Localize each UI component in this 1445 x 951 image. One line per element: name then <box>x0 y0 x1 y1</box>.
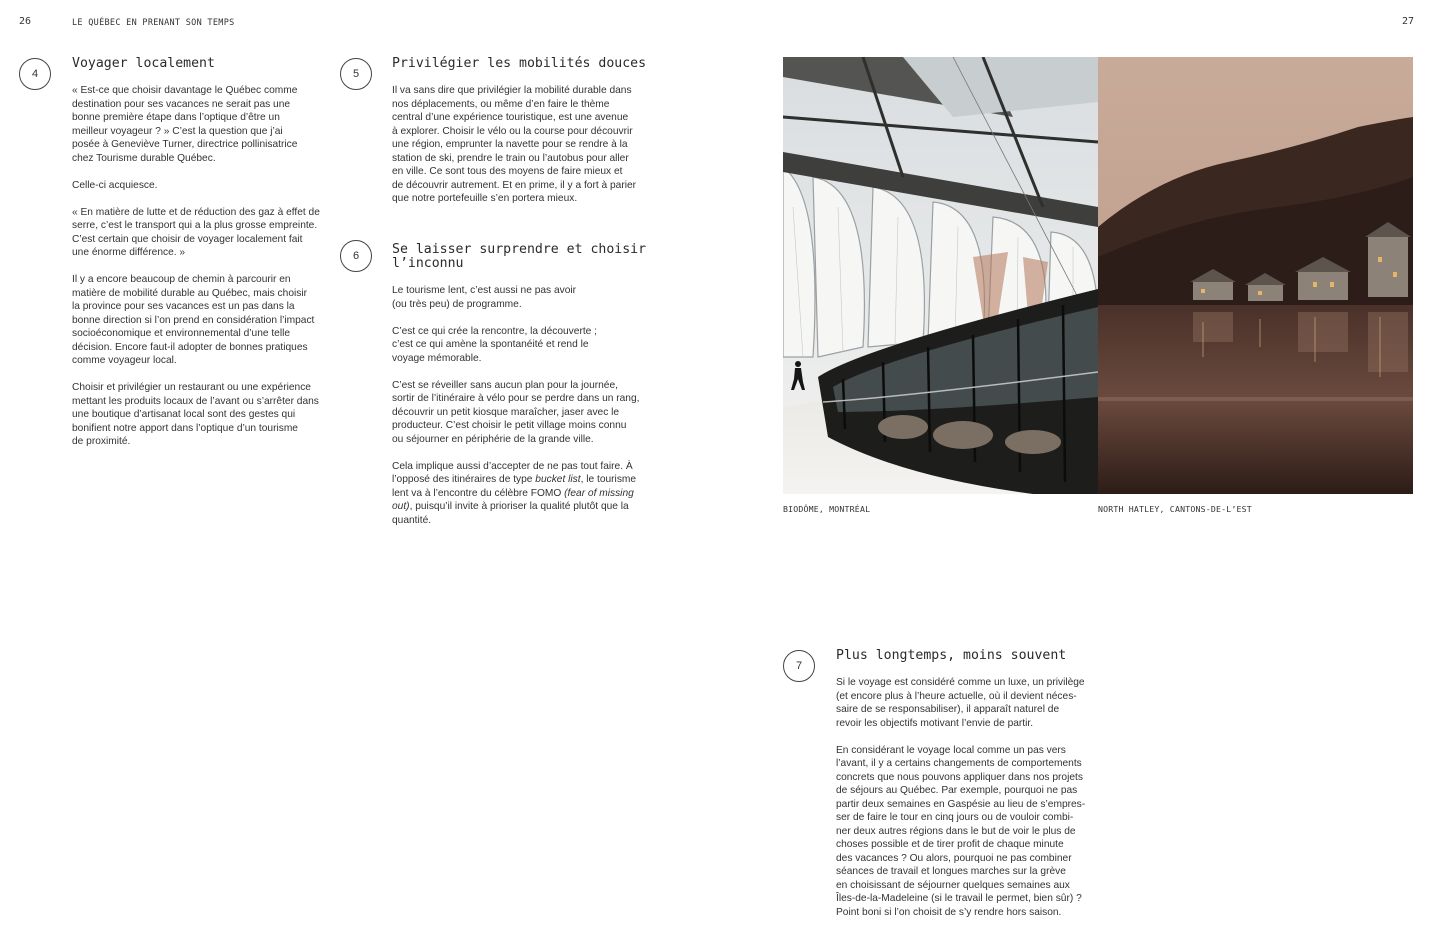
section-number-4: 4 <box>19 58 51 90</box>
paragraph: Celle-ci acquiesce. <box>72 179 158 191</box>
paragraph: Choisir et privilégier un restaurant ou une expérience mettant les produits locaux de l’avant ou s’arrêter dans une boutique d’artisanat local sont des gestes qui bonifient notre apport dans l’optique d’un tourisme de proximité. <box>72 382 319 447</box>
photo-caption-biodome: BIODÔME, MONTRÉAL <box>783 504 871 514</box>
section-title: Voyager localement <box>72 56 215 71</box>
section-title: Plus longtemps, moins souvent <box>836 648 1067 663</box>
section-number-7: 7 <box>783 650 815 682</box>
paragraph: C’est ce qui crée la rencontre, la découverte ; c’est ce qui amène la spontanéité et rend le voyage mémorable. <box>392 325 597 364</box>
section-number-6: 6 <box>340 240 372 272</box>
photo-biodome <box>783 57 1098 494</box>
photo-caption-north-hatley: NORTH HATLEY, CANTONS-DE-L’EST <box>1098 504 1252 514</box>
section-plus-longtemps <box>836 649 1106 933</box>
page-number-right: 27 <box>1402 16 1415 27</box>
section-laisser-surprendre <box>392 243 657 541</box>
paragraph: C’est se réveiller sans aucun plan pour la journée, sortir de l’itinéraire à vélo pour se perdre dans un rang, découvrir un petit kiosque maraîcher, jaser avec le producteur. C’est choisir le petit village moins connu ou séjourner en périphérie de la grande ville. <box>392 379 640 445</box>
paragraph: « En matière de lutte et de réduction des gaz à effet de serre, c’est le transport qui a la plus grosse empreinte. C’est certain que choisir de voyager localement fait une énorme différence. » <box>72 206 320 258</box>
section-number-5: 5 <box>340 58 372 90</box>
paragraph: Il y a encore beaucoup de chemin à parcourir en matière de mobilité durable au Québec, mais choisir la province pour ses vacances est un pas dans la bonne direction si l’on prend en considération l’impact socioéconomique et environnemental d’une telle décision. Encore faut-il adopter de bonnes pratiques comme voyageur local. <box>72 274 315 366</box>
photo-north-hatley <box>1098 57 1413 494</box>
paragraph: « Est-ce que choisir davantage le Québec comme destination pour ses vacances ne serait pas une bonne première étape dans l’optique d’être un meilleur voyageur ? » C’est la question que j’ai posée à Geneviève Turner, directrice pollinisatrice chez Tourisme durable Québec. <box>72 85 298 164</box>
section-voyager-localement <box>72 57 337 462</box>
running-head: LE QUÉBEC EN PRENANT SON TEMPS <box>72 18 235 28</box>
paragraph: Cela implique aussi d’accepter de ne pas tout faire. À l’opposé des itinéraires de type bucket list, le tourisme lent va à l’encontre du célèbre FOMO (fear of missing out), puisqu’il invite à prioriser la qualité plutôt que la quantité. <box>392 460 637 526</box>
paragraph: Si le voyage est considéré comme un luxe, un privilège (et encore plus à l’heure actuelle, où il devient néces- saire de se responsabiliser), il apparaît naturel de revoir les objectifs motivant l’envie de partir. <box>836 677 1085 729</box>
paragraph: Il va sans dire que privilégier la mobilité durable dans nos déplacements, ou même d’en faire le thème central d’une expérience touristique, est une avenue à explorer. Choisir le vélo ou la course pour découvrir une région, emprunter la navette pour se rendre à la station de ski, prendre le train ou l’autobus pour aller en ville. Ce sont tous des moyens de faire mieux et de découvrir autrement. Et en prime, il y a fort à parier que notre portefeuille s’en portera mieux. <box>392 85 637 204</box>
section-title: Privilégier les mobilités douces <box>392 56 647 71</box>
page-number-left: 26 <box>19 16 32 27</box>
section-mobilites-douces <box>392 57 657 219</box>
paragraph: Le tourisme lent, c’est aussi ne pas avoir (ou très peu) de programme. <box>392 285 577 310</box>
section-title: Se laisser surprendre et choisir l’inconnu <box>392 242 647 271</box>
paragraph: En considérant le voyage local comme un pas vers l’avant, il y a certains changements de comportements concrets que nous pouvons appliquer dans nos projets de séjours au Québec. Par exemple, pourquoi ne pas partir deux semaines en Gaspésie au lieu de s’empres- ser de faire le tour en cinq jours ou de vouloir combi- ner deux autres régions dans le but de voir le plus de choses possible et de tirer profit de chaque minute des vacances ? Ou alors, pourquoi ne pas combiner séances de travail et longues marches sur la grève en choisissant de séjourner quelques semaines aux Îles-de-la-Madeleine (si le travail le permet, bien sûr) ? Point boni si l’on choisit de s’y rendre hors saison. <box>836 744 1086 918</box>
